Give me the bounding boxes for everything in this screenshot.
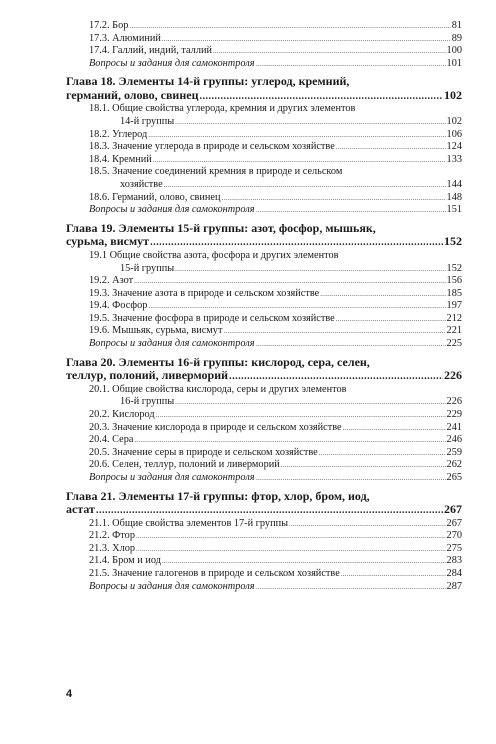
dot-leader bbox=[336, 141, 446, 154]
entry-page: 148 bbox=[446, 191, 462, 203]
dot-leader bbox=[136, 543, 446, 556]
entry-page: 89 bbox=[451, 32, 462, 44]
dot-leader bbox=[256, 472, 446, 485]
entry-page: 81 bbox=[451, 20, 462, 31]
toc-entry-section[interactable] bbox=[66, 384, 462, 409]
dot-leader bbox=[134, 434, 445, 447]
entry-page: 229 bbox=[446, 408, 462, 420]
dot-leader bbox=[223, 325, 445, 338]
entry-title-line1: Глава 20. Элементы 16-й группы: кислород, сера, селен, bbox=[66, 354, 370, 369]
entry-page: 100 bbox=[446, 45, 462, 57]
dot-leader bbox=[289, 518, 446, 531]
entry-title: 17.3. Алюминий bbox=[89, 32, 161, 44]
entry-page: 221 bbox=[446, 325, 462, 337]
entry-title-line2: 15-й группы bbox=[120, 262, 175, 274]
dot-leader bbox=[175, 396, 445, 409]
dot-leader bbox=[256, 204, 446, 217]
entry-page: 246 bbox=[446, 434, 462, 446]
entry-title: Вопросы и задания для самоконтроля bbox=[89, 204, 255, 216]
entry-page: 226 bbox=[444, 368, 462, 383]
entry-title: 21.3. Хлор bbox=[89, 542, 136, 554]
entry-title-line2: теллур, полоний, ливерморий bbox=[66, 368, 229, 383]
entry-title: 18.3. Значение углерода в природе и сельском хозяйстве bbox=[89, 141, 335, 153]
entry-title: 19.5. Значение фосфора в природе и сельском хозяйстве bbox=[89, 312, 335, 324]
dot-leader bbox=[343, 422, 446, 435]
dot-leader bbox=[213, 45, 446, 58]
entry-title: Вопросы и задания для самоконтроля bbox=[89, 338, 255, 350]
toc-entry-section[interactable] bbox=[66, 518, 462, 531]
toc-entry-self-check[interactable] bbox=[66, 338, 462, 351]
entry-title-line1: 18.5. Значение соединений кремния в природе и сельском bbox=[89, 166, 343, 178]
entry-page: 133 bbox=[446, 153, 462, 165]
toc-entry-section[interactable] bbox=[66, 543, 462, 556]
page-number: 4 bbox=[66, 688, 73, 700]
toc-entry-self-check[interactable] bbox=[66, 581, 462, 594]
entry-page: 287 bbox=[446, 580, 462, 592]
entry-title: 21.4. Бром и иод bbox=[89, 555, 161, 567]
dot-leader bbox=[200, 91, 444, 104]
entry-page: 102 bbox=[446, 116, 462, 128]
entry-page: 284 bbox=[446, 567, 462, 579]
entry-title: 19.3. Значение азота в природе и сельском хозяйстве bbox=[89, 287, 320, 299]
entry-page: 275 bbox=[446, 542, 462, 554]
entry-title-line2: хозяйстве bbox=[120, 179, 163, 191]
entry-page: 151 bbox=[446, 204, 462, 216]
dot-leader bbox=[336, 313, 446, 326]
entry-title-line1: 19.1 Общие свойства азота, фосфора и других элементов bbox=[89, 249, 339, 261]
dot-leader bbox=[256, 58, 446, 71]
toc-entry-section[interactable] bbox=[66, 325, 462, 338]
entry-title: 18.6. Германий, олово, свинец bbox=[89, 191, 221, 203]
toc-entry-section[interactable] bbox=[66, 166, 462, 191]
entry-title: Вопросы и задания для самоконтроля bbox=[89, 580, 255, 592]
entry-title-line1: Глава 19. Элементы 15-й группы: азот, фосфор, мышьяк, bbox=[66, 220, 376, 235]
dot-leader bbox=[96, 505, 443, 518]
entry-page: 265 bbox=[446, 471, 462, 483]
entry-title: 18.4. Кремний bbox=[89, 153, 152, 165]
dot-leader bbox=[148, 300, 445, 313]
toc-entry-section[interactable] bbox=[66, 129, 462, 142]
toc-entry-section[interactable] bbox=[66, 250, 462, 275]
entry-page: 144 bbox=[446, 179, 462, 191]
entry-title: 20.3. Значение кислорода в природе и сельском хозяйстве bbox=[89, 421, 342, 433]
entry-title: Вопросы и задания для самоконтроля bbox=[89, 57, 255, 69]
toc-entry-section[interactable] bbox=[66, 192, 462, 205]
dot-leader bbox=[129, 20, 450, 33]
entry-page: 270 bbox=[446, 530, 462, 542]
entry-page: 283 bbox=[446, 555, 462, 567]
dot-leader bbox=[341, 568, 446, 581]
toc-entry-chapter[interactable] bbox=[66, 355, 462, 384]
entry-page: 259 bbox=[446, 446, 462, 458]
toc-entry-self-check[interactable] bbox=[66, 204, 462, 217]
toc-entry-section[interactable] bbox=[66, 313, 462, 326]
toc-entry-section[interactable] bbox=[66, 447, 462, 460]
dot-leader bbox=[162, 555, 446, 568]
dot-leader bbox=[156, 409, 446, 422]
entry-page: 102 bbox=[444, 87, 462, 102]
toc-entry-section[interactable] bbox=[66, 409, 462, 422]
entry-page: 106 bbox=[446, 128, 462, 140]
entry-title: 18.2. Углерод bbox=[89, 128, 148, 140]
entry-title-line1: Глава 18. Элементы 14-й группы: углерод, кремний, bbox=[66, 74, 350, 89]
toc-entry-section[interactable] bbox=[66, 300, 462, 313]
toc-entry-section[interactable] bbox=[66, 103, 462, 128]
entry-title: 20.4. Сера bbox=[89, 434, 134, 446]
toc-entry-chapter[interactable] bbox=[66, 74, 462, 103]
dot-leader bbox=[150, 237, 443, 250]
toc-entry-section[interactable] bbox=[66, 434, 462, 447]
toc-entry-section[interactable] bbox=[66, 555, 462, 568]
entry-title: 19.6. Мышьяк, сурьма, висмут bbox=[89, 325, 223, 337]
entry-title: Вопросы и задания для самоконтроля bbox=[89, 471, 255, 483]
toc-entry-chapter[interactable] bbox=[66, 221, 462, 250]
entry-title-line1: 20.1. Общие свойства кислорода, серы и других элементов bbox=[89, 383, 347, 395]
toc-entry-chapter[interactable] bbox=[66, 489, 462, 518]
toc-entry-section[interactable] bbox=[66, 33, 462, 46]
toc-entry-section[interactable] bbox=[66, 422, 462, 435]
toc-entry-section[interactable] bbox=[66, 530, 462, 543]
dot-leader bbox=[281, 459, 446, 472]
toc-entry-self-check[interactable] bbox=[66, 58, 462, 71]
toc-entry-section[interactable] bbox=[66, 20, 462, 33]
entry-page: 226 bbox=[446, 396, 462, 408]
entry-title: 17.2. Бор bbox=[89, 20, 129, 31]
toc-entry-section[interactable] bbox=[66, 459, 462, 472]
entry-title-line2: 14-й группы bbox=[120, 116, 175, 128]
entry-title: 17.4. Галлий, индий, таллий bbox=[89, 45, 212, 57]
entry-title-line2: 16-й группы bbox=[120, 396, 175, 408]
dot-leader bbox=[222, 192, 446, 205]
toc-entry-section[interactable] bbox=[66, 45, 462, 58]
dot-leader bbox=[175, 263, 445, 276]
entry-title-line1: 18.1. Общие свойства углерода, кремния и других элементов bbox=[89, 103, 356, 115]
entry-page: 197 bbox=[446, 300, 462, 312]
dot-leader bbox=[134, 275, 445, 288]
toc-entry-section[interactable] bbox=[66, 141, 462, 154]
dot-leader bbox=[153, 154, 446, 167]
toc-entry-section[interactable] bbox=[66, 568, 462, 581]
dot-leader bbox=[148, 129, 445, 142]
entry-page: 212 bbox=[446, 312, 462, 324]
entry-title-line1: Глава 21. Элементы 17-й группы: фтор, хлор, бром, иод, bbox=[66, 488, 370, 503]
dot-leader bbox=[319, 447, 446, 460]
entry-page: 241 bbox=[446, 421, 462, 433]
dot-leader bbox=[175, 116, 445, 129]
entry-title: 21.2. Фтор bbox=[89, 530, 135, 542]
entry-title-line2: сурьма, висмут bbox=[66, 234, 150, 249]
entry-page: 152 bbox=[446, 262, 462, 274]
toc-entry-section[interactable] bbox=[66, 154, 462, 167]
entry-title: 19.2. Азот bbox=[89, 275, 134, 287]
dot-leader bbox=[320, 288, 445, 301]
toc-entry-section[interactable] bbox=[66, 275, 462, 288]
toc-entry-section[interactable] bbox=[66, 288, 462, 301]
toc-entry-self-check[interactable] bbox=[66, 472, 462, 485]
entry-page: 262 bbox=[446, 459, 462, 471]
entry-page: 267 bbox=[444, 502, 462, 516]
entry-page: 267 bbox=[446, 517, 462, 529]
entry-page: 156 bbox=[446, 275, 462, 287]
entry-title: 21.5. Значение галогенов в природе и сельском хозяйстве bbox=[89, 567, 340, 579]
dot-leader bbox=[256, 338, 446, 351]
entry-title: 21.1. Общие свойства элементов 17-й группы bbox=[89, 517, 289, 529]
entry-page: 185 bbox=[446, 287, 462, 299]
dot-leader bbox=[164, 179, 446, 192]
dot-leader bbox=[229, 371, 443, 384]
entry-page: 225 bbox=[446, 338, 462, 350]
dot-leader bbox=[136, 530, 446, 543]
entry-title: 20.5. Значение серы в природе и сельском хозяйстве bbox=[89, 446, 318, 458]
entry-title: 20.2. Кислород bbox=[89, 408, 155, 420]
dot-leader bbox=[162, 33, 451, 46]
entry-title-line2: германий, олово, свинец bbox=[66, 87, 199, 102]
entry-title: 20.6. Селен, теллур, полоний и ливерморий bbox=[89, 459, 280, 471]
entry-title-line2: астат bbox=[66, 502, 95, 516]
entry-page: 101 bbox=[446, 57, 462, 69]
entry-title: 19.4. Фосфор bbox=[89, 300, 148, 312]
entry-page: 152 bbox=[444, 234, 462, 249]
table-of-contents bbox=[66, 20, 462, 593]
dot-leader bbox=[256, 581, 446, 594]
entry-page: 124 bbox=[446, 141, 462, 153]
